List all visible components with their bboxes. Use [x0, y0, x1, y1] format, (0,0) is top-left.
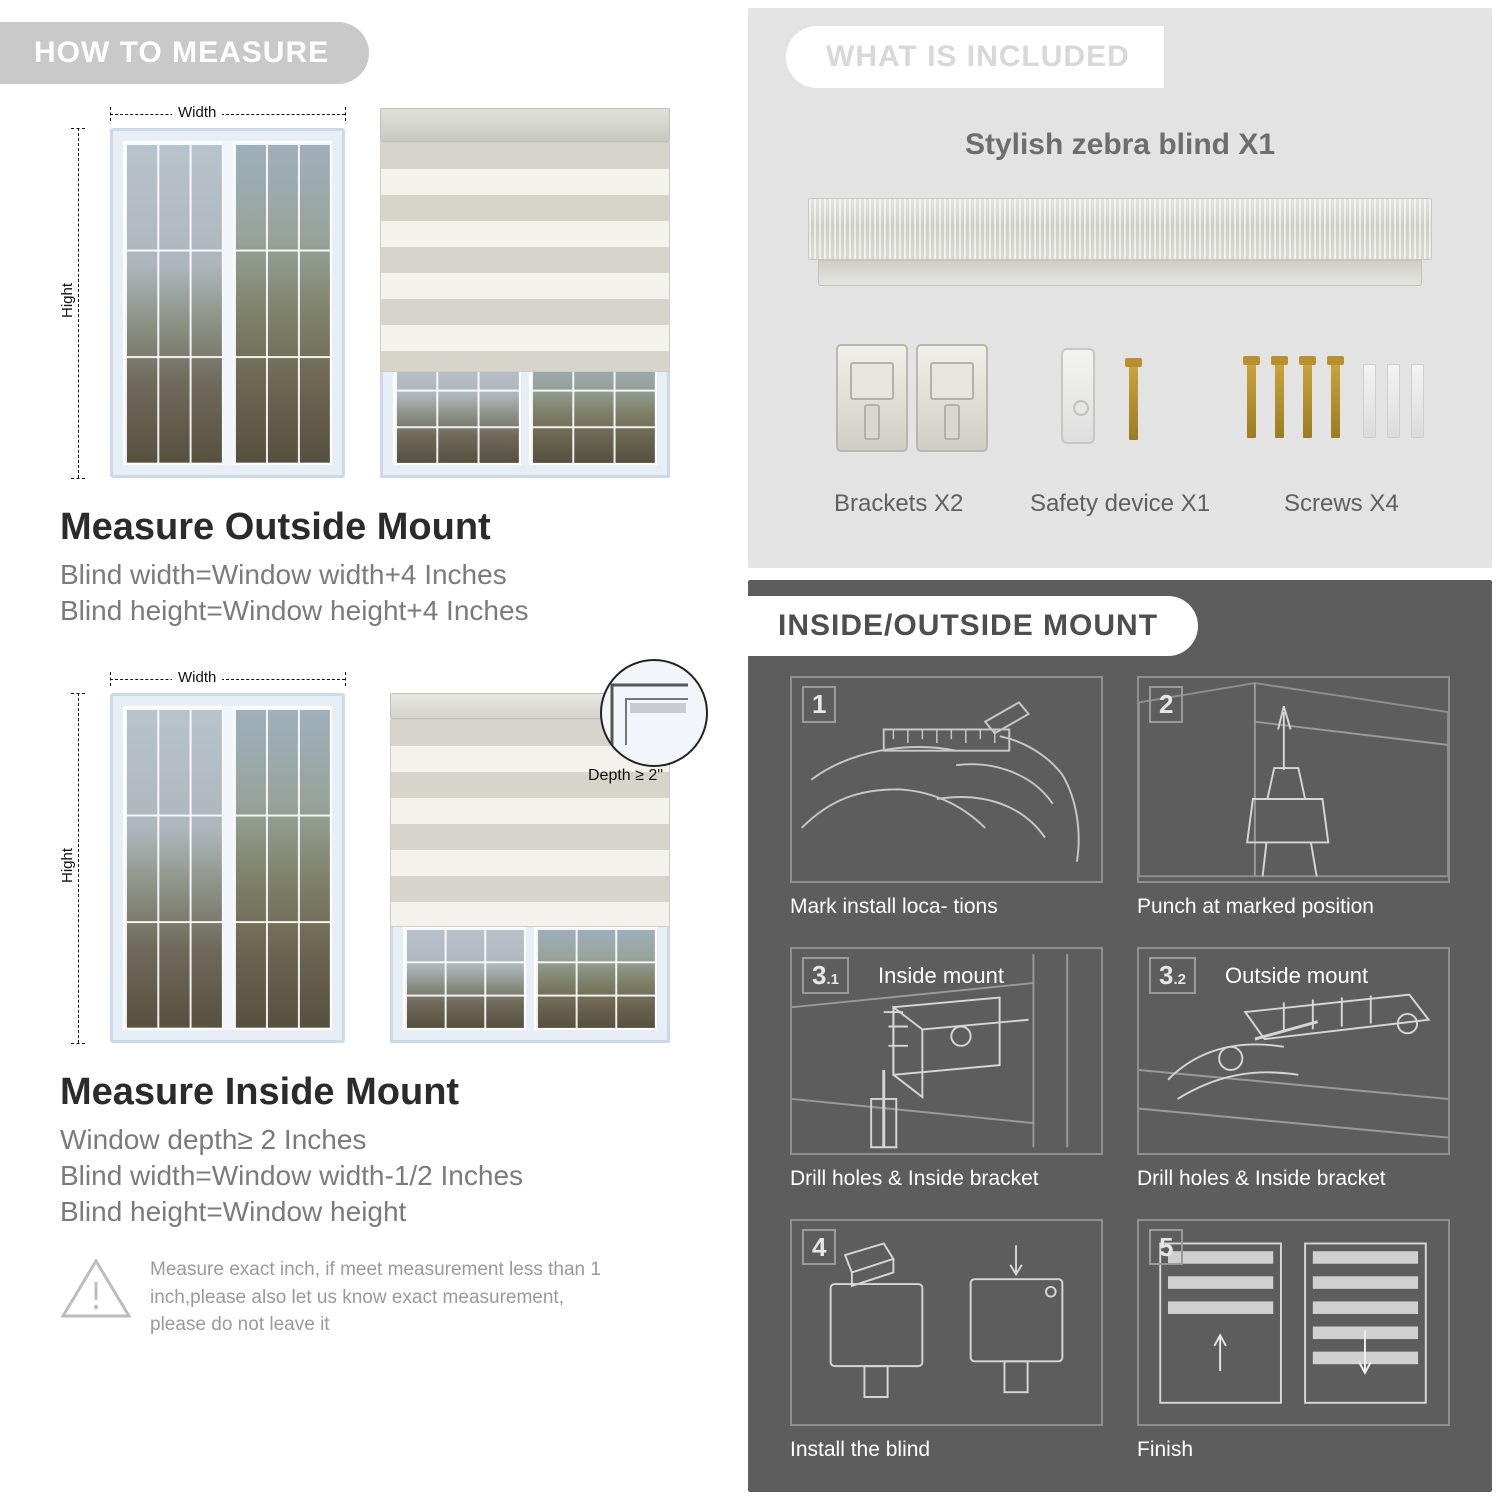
outside-width-label: Width: [172, 104, 222, 121]
inside-height-tick-bottom: [71, 1043, 85, 1044]
safety-device-screw-icon: [1129, 366, 1138, 440]
under-window-pane-right-inside: [534, 926, 657, 1030]
inside-outside-mount-panel: [748, 580, 1492, 1492]
blind-headrail-outside: [380, 108, 670, 142]
right-column: [740, 0, 1500, 1500]
outside-height-label: Hight: [59, 282, 77, 319]
mount-step-1: [790, 676, 1103, 925]
step-5-caption: Finish: [1137, 1437, 1194, 1461]
outside-mount-title: Measure Outside Mount: [60, 506, 491, 548]
outside-mount-diagram: [60, 102, 700, 492]
blind-roll-bottom: [818, 260, 1422, 286]
outside-width-dimension-line: [110, 114, 345, 115]
safety-device-icon: [1009, 338, 1230, 458]
inside-mount-line-1: Window depth≥ 2 Inches: [60, 1124, 367, 1155]
wall-anchor-icon-3: [1411, 364, 1424, 438]
bracket-icon: [788, 338, 1009, 458]
what-is-included-header: WHAT IS INCLUDED: [786, 26, 1164, 88]
window-pane-left: [123, 141, 224, 465]
included-part-label-screws: Screws X4: [1283, 490, 1399, 517]
depth-callout-sketch: [602, 661, 706, 765]
step-3-1-image: [790, 947, 1103, 1154]
step-5-number: 5: [1149, 1229, 1183, 1266]
measure-note: [60, 1256, 620, 1339]
screw-icon-1: [1247, 364, 1256, 438]
under-window-pane-left-inside: [403, 926, 526, 1030]
included-part-label-brackets: Brackets X2: [833, 490, 964, 517]
how-to-measure-header: HOW TO MEASURE: [0, 22, 369, 84]
outside-mount-line-2: Blind height=Window height+4 Inches: [60, 595, 529, 626]
screw-icon-3: [1303, 364, 1312, 438]
step-3-2-image: [1137, 947, 1450, 1154]
depth-callout-circle: [600, 659, 708, 767]
included-part-label-safety: Safety device X1: [1029, 490, 1211, 517]
what-is-included-header-wrap: [786, 26, 1164, 88]
mount-step-2: [1137, 676, 1450, 925]
hand-pencil-ruler-icon: [792, 678, 1101, 881]
blind-illustration-outside: [380, 108, 670, 478]
product-title: Stylish zebra blind X1: [964, 128, 1276, 161]
blind-under-window-inside: [390, 913, 670, 1043]
step-3-1-subtitle: Inside mount: [878, 963, 1004, 989]
inside-width-tick-right: [345, 672, 346, 686]
bracket-icon-a: [836, 344, 908, 452]
inside-mount-diagram-block: [0, 667, 740, 1228]
screw-icon-2: [1275, 364, 1284, 438]
mount-step-3-2: [1137, 947, 1450, 1196]
step-2-caption: Punch at marked position: [1137, 895, 1374, 919]
screw-icon: [1231, 338, 1452, 458]
drill-icon: [1139, 678, 1448, 881]
included-parts-list: [788, 338, 1452, 518]
window-illustration-inside: [110, 693, 345, 1043]
outside-mount-line-1: Blind width=Window width+4 Inches: [60, 559, 507, 590]
step-1-number: 1: [802, 686, 836, 723]
inside-mount-title: Measure Inside Mount: [60, 1071, 460, 1113]
warning-triangle-icon: [60, 1256, 132, 1320]
inside-mount-diagram: [60, 667, 700, 1057]
mount-step-3-1: [790, 947, 1103, 1196]
step-1-caption: Mark install loca- tions: [790, 895, 998, 919]
window-illustration-outside: [110, 128, 345, 478]
inside-mount-line-3: Blind height=Window height: [60, 1196, 407, 1227]
inside-height-dimension-line: [78, 693, 79, 1043]
how-to-measure-panel: [0, 0, 740, 1500]
step-1-image: [790, 676, 1103, 883]
bracket-icon-b: [916, 344, 988, 452]
step-4-image: [790, 1219, 1103, 1426]
how-to-measure-header-wrap: [0, 22, 740, 84]
outside-width-tick-right: [345, 107, 346, 121]
install-blind-icon: [792, 1221, 1101, 1424]
mount-steps-grid: [790, 676, 1450, 1468]
step-3-2-number: 3.2: [1149, 957, 1196, 994]
included-part-brackets: [788, 338, 1009, 518]
inside-height-label: Hight: [59, 847, 77, 884]
mount-step-4: [790, 1219, 1103, 1468]
blind-roll-top: [808, 198, 1432, 260]
finished-blind-icon: [1139, 1221, 1448, 1424]
window-mullion: [223, 141, 233, 465]
mount-header-wrap: [778, 596, 1198, 656]
step-5-image: [1137, 1219, 1450, 1426]
inside-width-tick-left: [110, 672, 111, 686]
included-part-safety-device: [1009, 338, 1230, 518]
inside-width-label: Width: [172, 669, 222, 686]
wall-anchor-icon-1: [1363, 364, 1376, 438]
zebra-blind-product-image: [808, 198, 1432, 293]
step-3-2-subtitle: Outside mount: [1225, 963, 1369, 989]
step-4-number: 4: [802, 1229, 836, 1266]
step-3-1-number: 3.1: [802, 957, 849, 994]
window-mullion-inside: [223, 706, 233, 1030]
wall-anchor-icon-2: [1387, 364, 1400, 438]
window-pane-left-inside: [123, 706, 224, 1030]
outside-height-tick-top: [71, 128, 85, 129]
mount-step-5: [1137, 1219, 1450, 1468]
measure-note-text: Measure exact inch, if meet measurement less than 1 inch,please also let us know exact measurement, please do not leave it: [150, 1259, 601, 1336]
step-3-2-caption: Drill holes & Inside bracket: [1137, 1166, 1386, 1190]
step-3-1-caption: Drill holes & Inside bracket: [790, 1166, 1039, 1190]
included-part-screws: [1231, 338, 1452, 518]
blind-zebra-fabric-outside: [380, 142, 670, 372]
depth-note: Depth ≥ 2": [588, 767, 663, 784]
step-2-image: [1137, 676, 1450, 883]
step-2-number: 2: [1149, 686, 1183, 723]
what-is-included-panel: [748, 8, 1492, 568]
step-4-caption: Install the blind: [790, 1437, 931, 1461]
mount-header: INSIDE/OUTSIDE MOUNT: [748, 596, 1198, 656]
inside-width-dimension-line: [110, 679, 345, 680]
safety-device-body: [1061, 348, 1095, 444]
window-pane-right: [232, 141, 333, 465]
screw-icon-4: [1331, 364, 1340, 438]
inside-height-tick-top: [71, 693, 85, 694]
inside-mount-line-2: Blind width=Window width-1/2 Inches: [60, 1160, 524, 1191]
outside-height-tick-bottom: [71, 478, 85, 479]
outside-height-dimension-line: [78, 128, 79, 478]
outside-mount-diagram-block: [0, 102, 740, 627]
outside-width-tick-left: [110, 107, 111, 121]
window-pane-right-inside: [232, 706, 333, 1030]
under-window-panes-inside: [403, 926, 657, 1030]
